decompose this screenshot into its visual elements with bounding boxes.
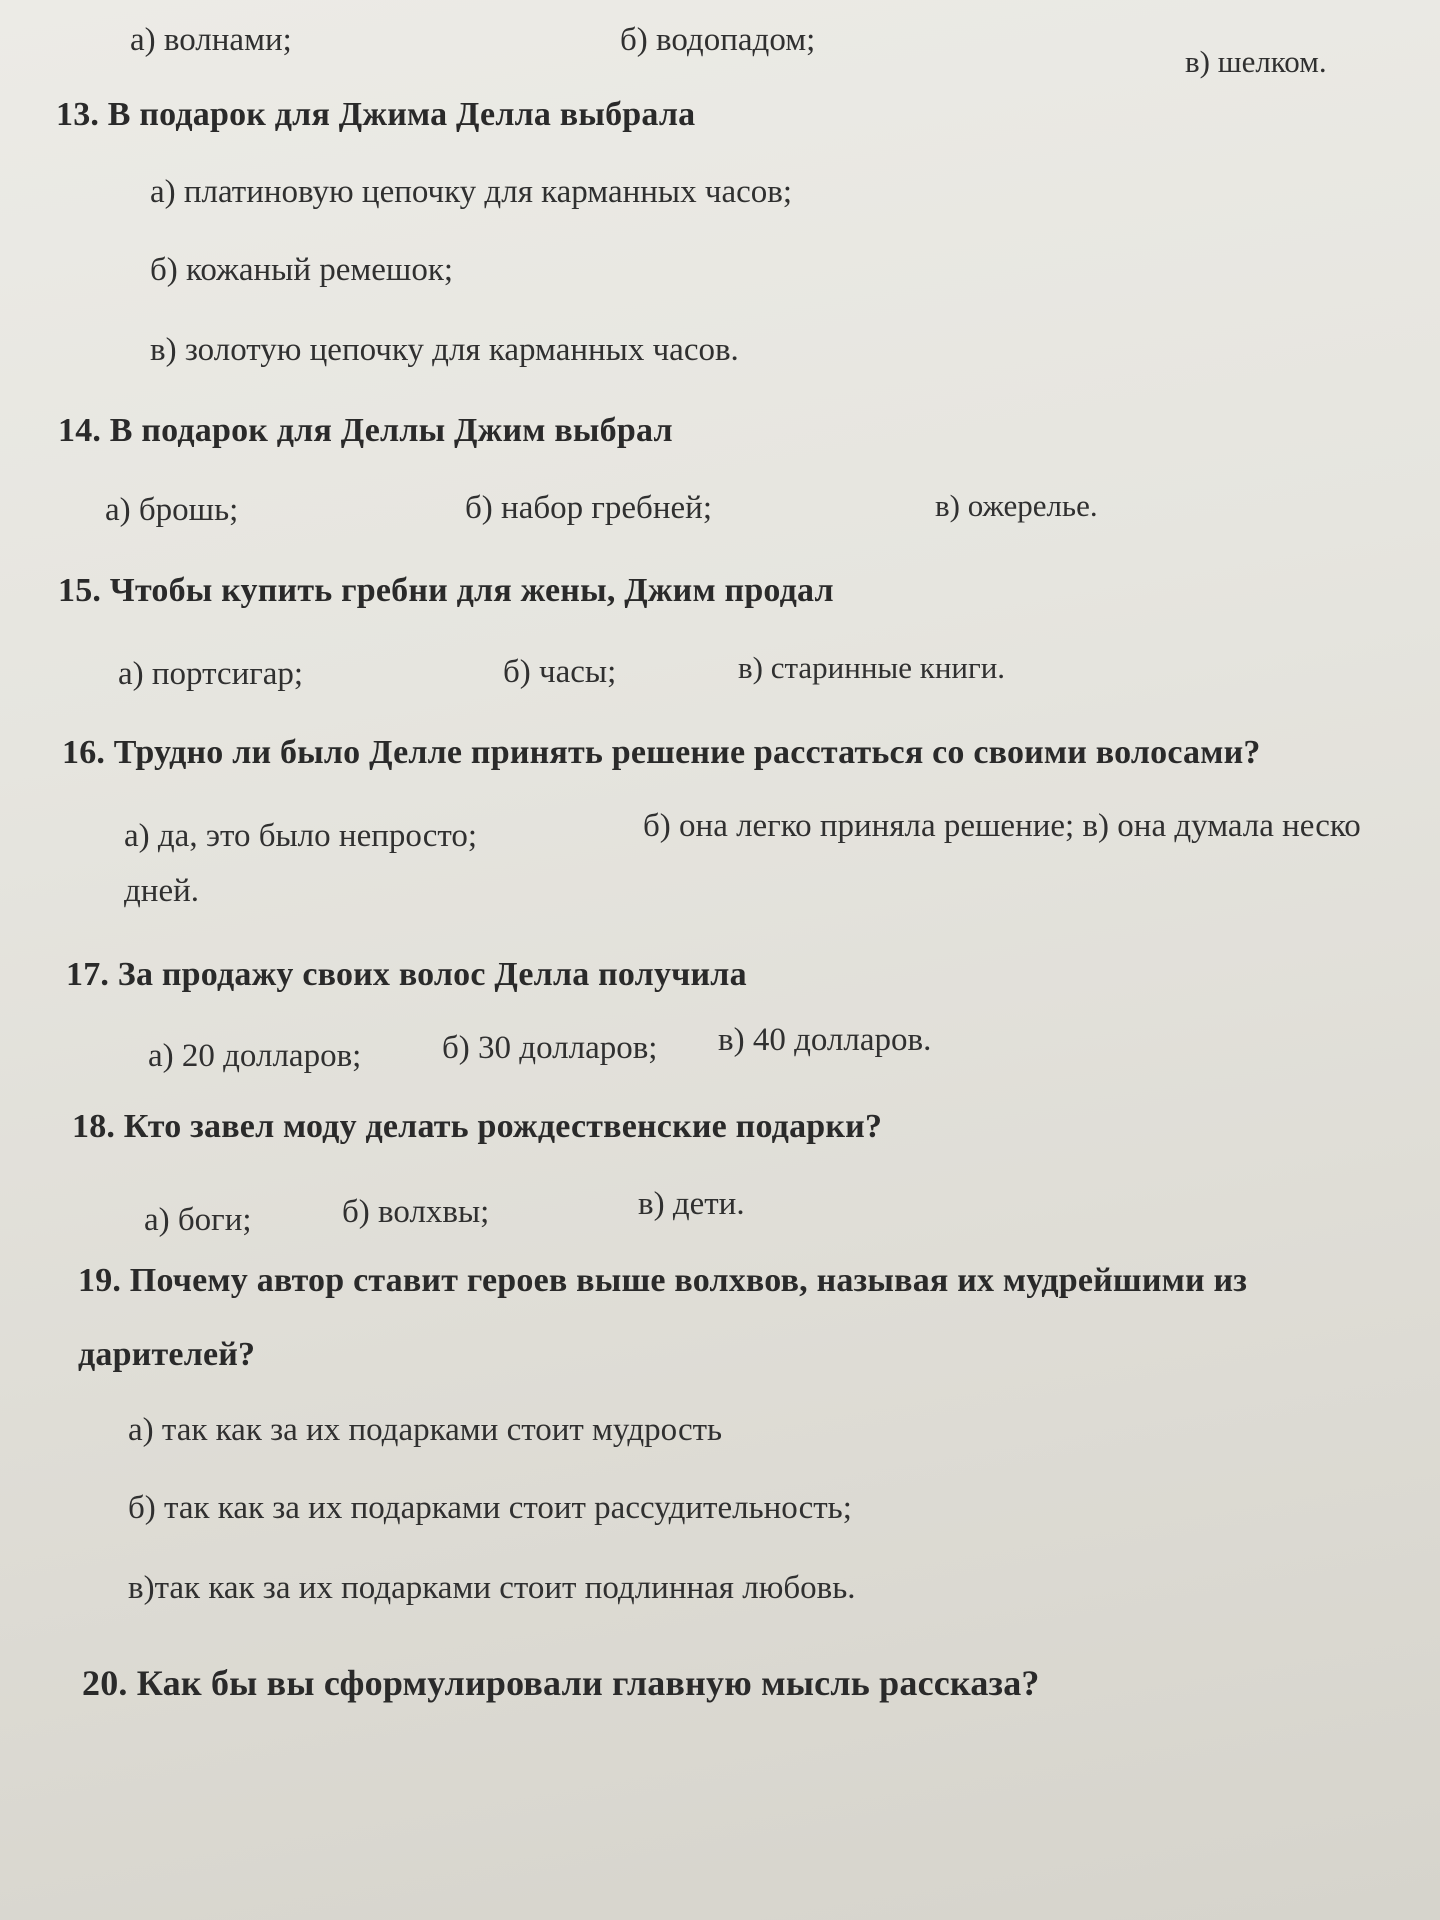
q12-option-c: в) шелком.	[1185, 44, 1327, 79]
q14-option-c: в) ожерелье.	[935, 488, 1098, 523]
q12-option-a: а) волнами;	[130, 22, 292, 58]
q13-title: 13. В подарок для Джима Делла выбрала	[56, 96, 696, 133]
q15-option-b: б) часы;	[503, 654, 617, 690]
q20-title: 20. Как бы вы сформулировали главную мысль рассказа?	[82, 1663, 1040, 1703]
q14-option-b: б) набор гребней;	[465, 490, 712, 526]
q14-option-a: а) брошь;	[105, 492, 239, 528]
q13-option-a: а) платиновую цепочку для карманных часов;	[150, 174, 792, 210]
q18-option-b: б) волхвы;	[342, 1194, 490, 1230]
q13-option-c: в) золотую цепочку для карманных часов.	[150, 332, 739, 368]
q18-option-c: в) дети.	[638, 1186, 745, 1222]
q19-option-a: а) так как за их подарками стоит мудрость	[128, 1412, 723, 1448]
q19-title-line1: 19. Почему автор ставит героев выше волхвов, называя их мудрейшими из	[78, 1262, 1248, 1299]
q17-option-b: б) 30 долларов;	[442, 1030, 658, 1066]
q18-option-a: а) боги;	[144, 1202, 252, 1238]
q19-title-line2: дарителей?	[78, 1336, 256, 1373]
q13-option-b: б) кожаный ремешок;	[150, 252, 454, 288]
q12-option-b: б) водопадом;	[620, 22, 816, 58]
q19-option-c: в)так как за их подарками стоит подлинная любовь.	[128, 1570, 856, 1606]
q16-title: 16. Трудно ли было Делле принять решение расстаться со своими волосами?	[62, 734, 1261, 771]
q18-title: 18. Кто завел моду делать рождественские подарки?	[72, 1108, 883, 1145]
q14-title: 14. В подарок для Деллы Джим выбрал	[58, 412, 673, 449]
q17-option-a: а) 20 долларов;	[148, 1038, 362, 1074]
q16-option-a: а) да, это было непросто;	[124, 818, 477, 854]
q19-option-b: б) так как за их подарками стоит рассудительность;	[128, 1490, 852, 1526]
q15-option-c: в) старинные книги.	[738, 650, 1006, 685]
q15-option-a: а) портсигар;	[118, 656, 304, 692]
q17-option-c: в) 40 долларов.	[718, 1022, 932, 1058]
q15-title: 15. Чтобы купить гребни для жены, Джим продал	[58, 572, 834, 609]
q17-title: 17. За продажу своих волос Делла получила	[66, 956, 747, 993]
q16-option-b-c: б) она легко приняла решение; в) она думала неско	[643, 808, 1361, 844]
q16-option-a-continued: дней.	[124, 873, 200, 909]
